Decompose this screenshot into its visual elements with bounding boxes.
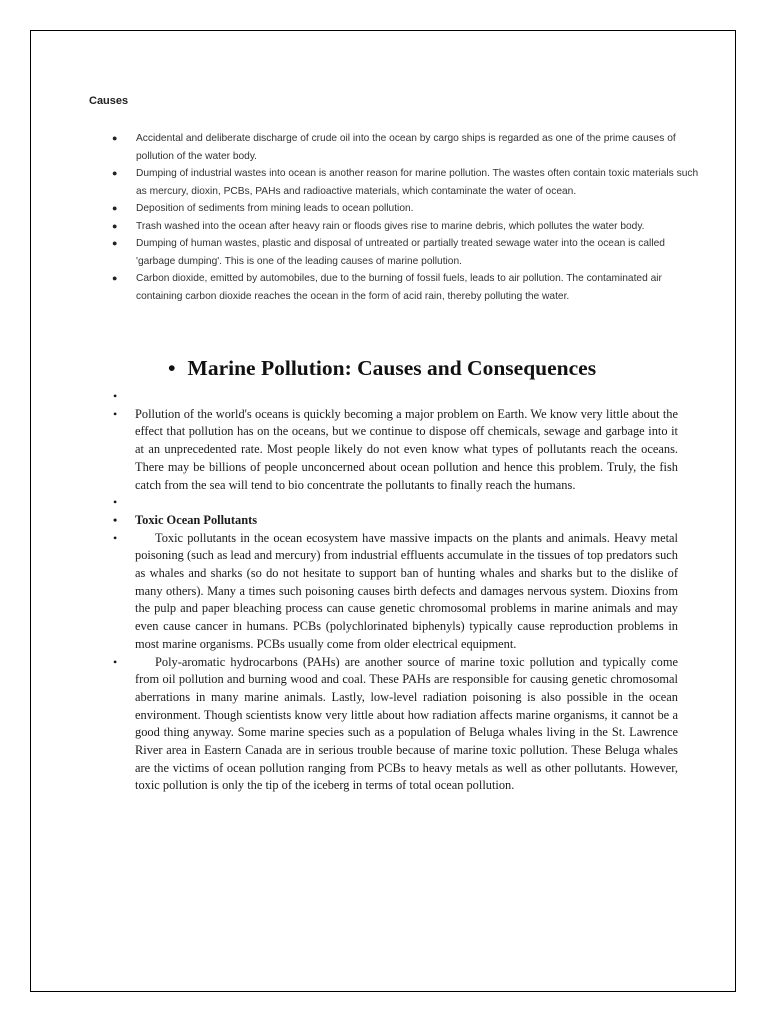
bullet-icon: • (113, 495, 118, 510)
article-body (113, 388, 678, 795)
article-title (168, 356, 596, 381)
list-item-text: Dumping of industrial wastes into ocean is another reason for marine pollution. The wastes often contain toxic materials such as mercury, dioxin, PCBs, PAHs and radioactive materials, which contaminate the water of ocean. (136, 168, 699, 197)
section-subheading (113, 512, 678, 530)
intro-text: Pollution of the world's oceans is quickly becoming a major problem on Earth. We know very little about the effect that pollution has on the oceans, but we continue to dispose off chemicals, sewage and garbage into it at an unprecedented rate. Most people likely do not even know what types of pollutants reach the oceans. There may be billions of people unconcerned about ocean pollution and hence this problem. Truly, the fish catch from the sea will tend to bio concentrate the pollutants to finally reach the humans. (135, 406, 678, 492)
bullet-icon: • (168, 356, 176, 380)
bullet-icon: ● (112, 203, 118, 213)
list-item (112, 130, 702, 165)
list-item-text: Deposition of sediments from mining leads to ocean pollution. (136, 203, 414, 214)
bullet-icon: • (113, 406, 118, 421)
bullet-icon: ● (112, 273, 118, 283)
bullet-icon: ● (112, 238, 118, 248)
paragraph-1-text: Toxic pollutants in the ocean ecosystem have massive impacts on the plants and animals. Heavy metal poisoning (such as lead and mercury) from industrial effluents accumulate in the tissues of top predators such as whales and sharks (so do not hesitate to support ban of hunting whales and sharks but to the dislike of many others). Many a times such poisoning causes birth defects and damages nervous system. Dioxins from the pulp and paper bleaching process can cause genetic chromosomal problems in marine animals and may even cause cancer in humans. PCBs (polychlorinated biphenyls) typically cause reproduction problems in most marine organisms. PCBs usually come from older electrical equipment. (135, 530, 678, 651)
list-item (112, 200, 702, 218)
bullet-icon: ● (112, 133, 118, 143)
subheading-text: Toxic Ocean Pollutants (135, 512, 258, 527)
paragraph-2 (113, 654, 678, 796)
list-item (112, 235, 702, 270)
list-item-text: Trash washed into the ocean after heavy rain or floods gives rise to marine debris, which pollutes the water body. (136, 220, 645, 232)
article-title-text: Marine Pollution: Causes and Consequences (187, 356, 597, 380)
bullet-icon: • (113, 654, 118, 669)
bullet-icon: ● (112, 168, 118, 178)
paragraph-2-text: Poly-aromatic hydrocarbons (PAHs) are another source of marine toxic pollution and typically come from oil pollution and burning wood and coal. These PAHs are responsible for causing genetic chromosomal aberrations in many marine animals. Lastly, low-level radiation poisoning is also possible in the ocean environment. Though scientists know very little about how radiation affects marine organisms, it cannot be a good thing anyway. Some marine species such as a population of Beluga whales living in the St. Lawrence River area in Eastern Canada are in serious trouble because of marine toxic pollution. These Beluga whales are the victims of ocean pollution ranging from PCBs to heavy metals as well as other pollutants. However, toxic pollution is only the tip of the iceberg in terms of total ocean pollution. (135, 654, 678, 793)
intro-paragraph (113, 406, 678, 495)
empty-list-item (113, 494, 678, 512)
bullet-icon: ● (112, 220, 118, 231)
bullet-icon: • (113, 512, 118, 527)
empty-list-item (113, 388, 678, 406)
bullet-icon: • (113, 530, 118, 545)
list-item (112, 218, 702, 236)
paragraph-1 (113, 530, 678, 654)
bullet-icon: • (113, 389, 118, 403)
list-item-text: Dumping of human wastes, plastic and disposal of untreated or partially treated sewage water into the ocean is called 'garbage dumping'. This is one of the leading causes of marine pollution. (136, 238, 665, 267)
list-item (112, 270, 702, 305)
causes-heading: Causes (89, 95, 129, 107)
list-item (112, 165, 702, 200)
causes-list (112, 130, 702, 305)
list-item-text: Accidental and deliberate discharge of crude oil into the ocean by cargo ships is regarded as one of the prime causes of pollution of the water body. (136, 133, 676, 162)
list-item-text: Carbon dioxide, emitted by automobiles, due to the burning of fossil fuels, leads to air pollution. The contaminated air containing carbon dioxide reaches the ocean in the form of acid rain, thereby polluting the water. (136, 273, 662, 302)
